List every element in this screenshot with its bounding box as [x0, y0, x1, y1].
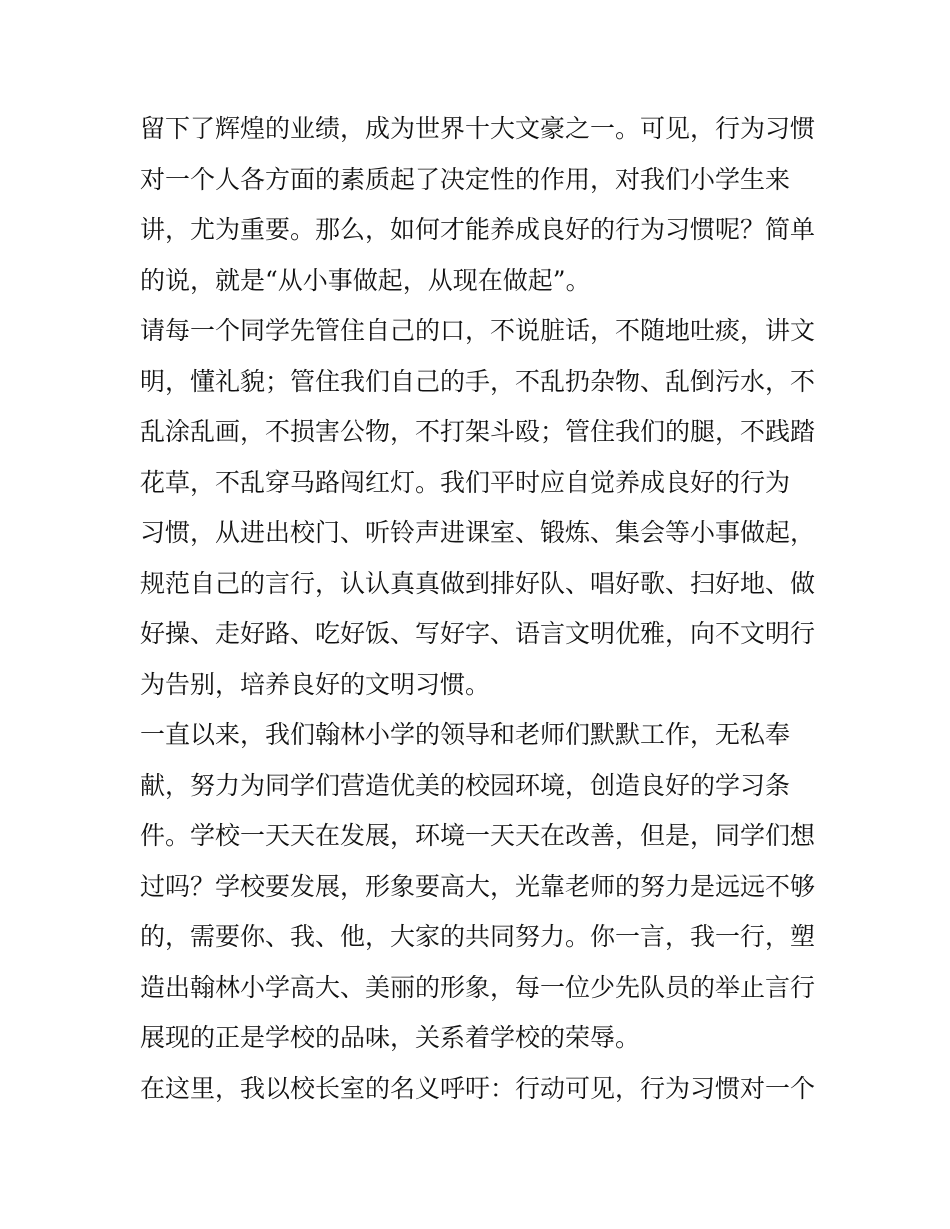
text-line: 过吗？学校要发展，形象要高大，光靠老师的努力是远远不够 [140, 871, 816, 901]
text-line: 乱涂乱画，不损害公物，不打架斗殴；管住我们的腿，不践踏 [140, 417, 816, 446]
text-line: 对一个人各方面的素质起了决定性的作用，对我们小学生来 [140, 164, 791, 194]
text-line: 件。学校一天天在发展，环境一天天在改善，但是，同学们想 [140, 821, 816, 850]
text-line: 明，懂礼貌；管住我们自己的手，不乱扔杂物、乱倒污水，不 [140, 366, 816, 396]
text-line: 花草，不乱穿马路闯红灯。我们平时应自觉养成良好的行为 [140, 467, 791, 497]
text-line: 留下了辉煌的业绩，成为世界十大文豪之一。可见，行为习惯 [140, 114, 816, 143]
text-line: 习惯，从进出校门、听铃声进课室、锻炼、集会等小事做起， [140, 518, 816, 547]
text-line: 好操、走好路、吃好饭、写好字、语言文明优雅，向不文明行 [140, 619, 816, 648]
text-line: 讲，尤为重要。那么，如何才能养成良好的行为习惯呢？简单 [140, 215, 816, 244]
body-text [140, 104, 820, 1114]
text-line: 请每一个同学先管住自己的口，不说脏话，不随地吐痰，讲文 [140, 316, 816, 345]
text-line: 一直以来，我们翰林小学的领导和老师们默默工作，无私奉 [140, 720, 791, 749]
text-line: 的说，就是“从小事做起，从现在做起”。 [140, 265, 591, 295]
text-line: 的，需要你、我、他，大家的共同努力。你一言，我一行，塑 [140, 922, 816, 951]
text-line: 为告别，培养良好的文明习惯。 [140, 669, 491, 699]
text-line: 献，努力为同学们营造优美的校园环境，创造良好的学习条 [140, 770, 791, 800]
text-line: 展现的正是学校的品味，关系着学校的荣辱。 [140, 1023, 641, 1052]
text-line: 规范自己的言行，认认真真做到排好队、唱好歌、扫好地、做 [140, 568, 816, 598]
text-line: 在这里，我以校长室的名义呼吁：行动可见，行为习惯对一个 [140, 1073, 816, 1103]
text-line: 造出翰林小学高大、美丽的形象，每一位少先队员的举止言行 [140, 972, 816, 1002]
